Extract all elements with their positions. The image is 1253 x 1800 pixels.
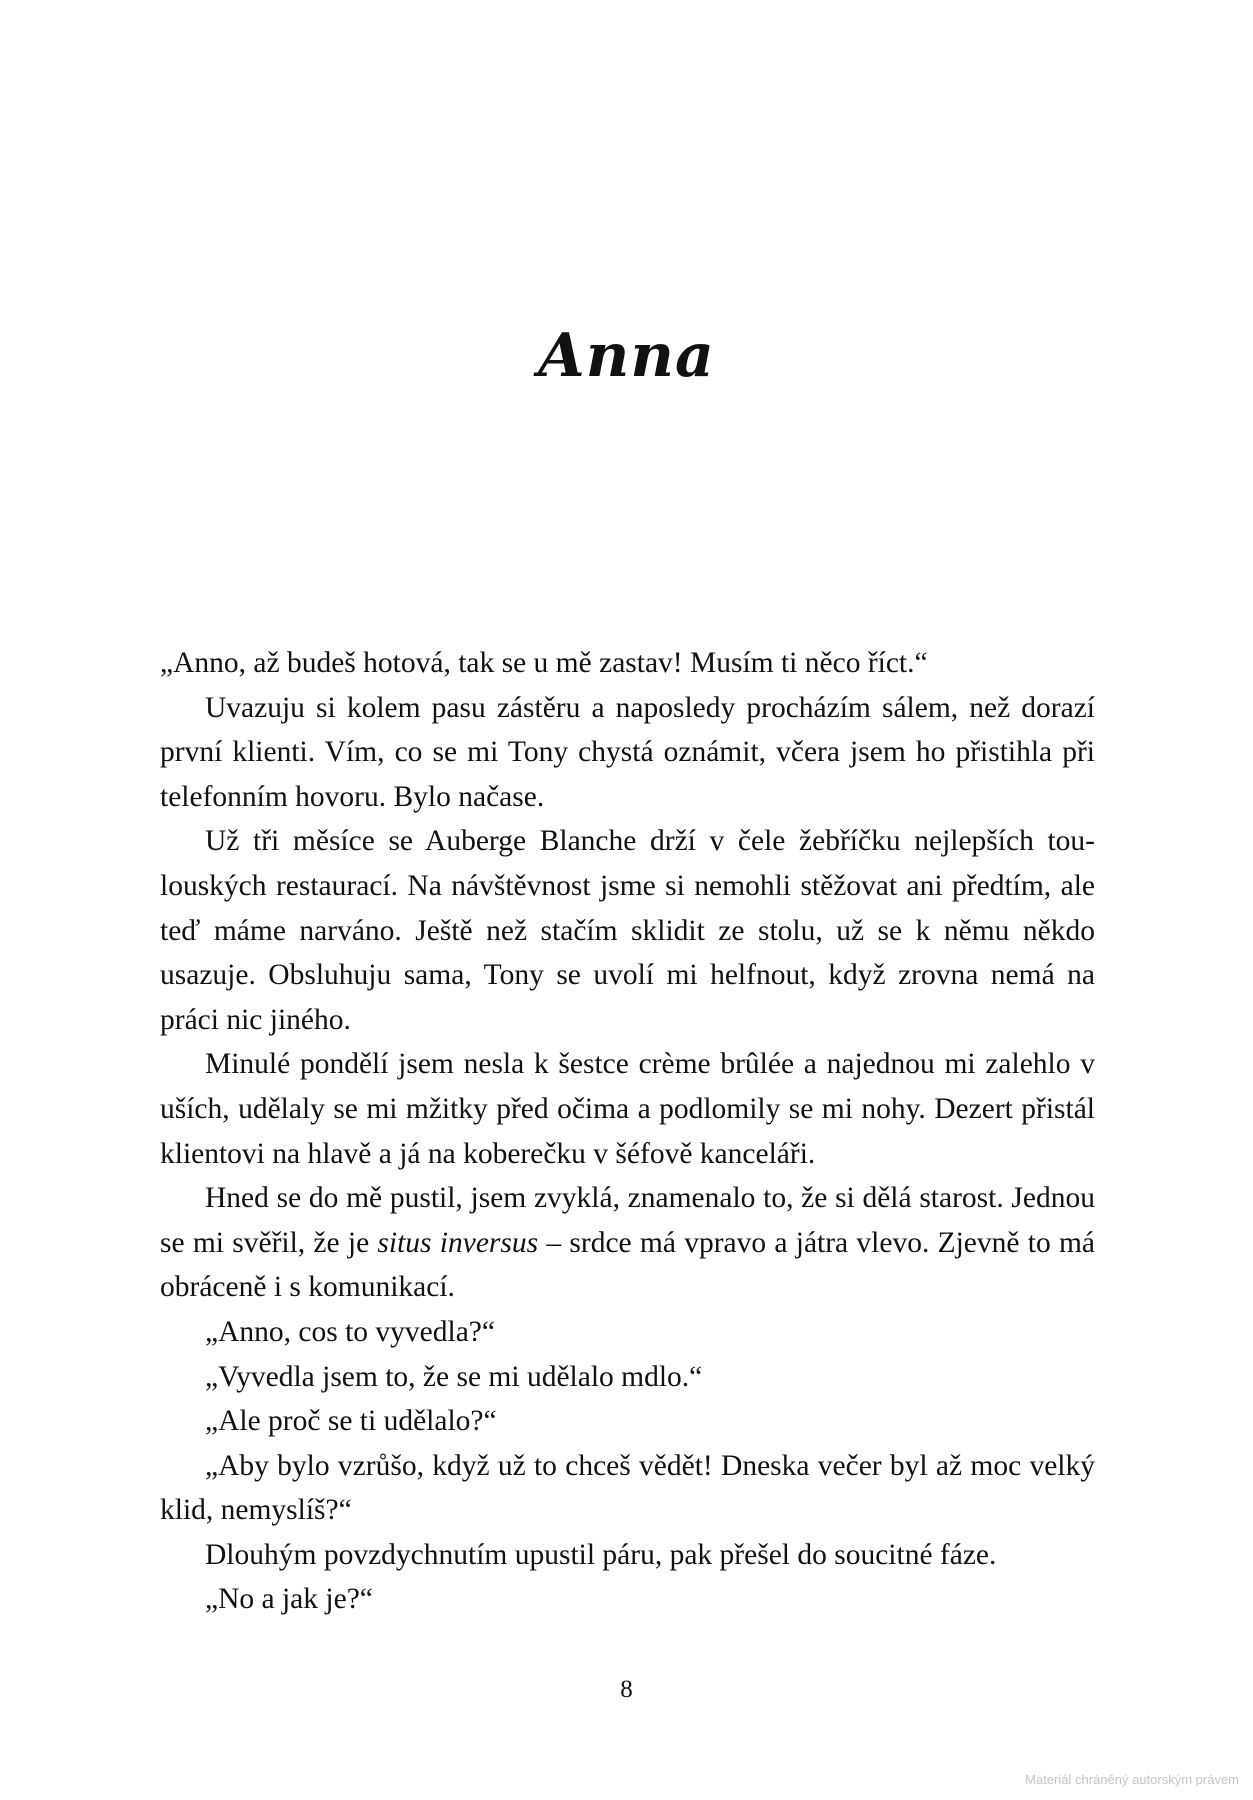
dialogue-line-5: „No a jak je?“ [205, 1583, 373, 1616]
paragraph-5-text-before: Hned se do mě pustil, jsem zvyklá, znamenalo to, že si dělá starost. Jednou se mi svěřil, že je [160, 1182, 1095, 1259]
dialogue-line-4: „Aby bylo vzrůšo, když už to chceš vědět! Dneska večer byl až moc velký klid, nemyslíš?“ [160, 1449, 1095, 1527]
dialogue-line-1: „Anno, cos to vyvedla?“ [205, 1315, 495, 1348]
chapter-title: Anna [538, 321, 715, 391]
page-number: 8 [620, 1676, 633, 1703]
paragraph-10: Dlouhým povzdychnutím upustil páru, pak přešel do soucitné fáze. [205, 1538, 997, 1571]
paragraph-2: Uvazuju si kolem pasu zástěru a naposledy procházím sálem, než dorazí první klienti. Vím, co se mi Tony chystá oznámit, včera jsem ho přistihla při telefonním hovoru. Bylo načase. [160, 691, 1095, 813]
paragraph-1: „Anno, až budeš hotová, tak se u mě zastav! Musím ti něco říct.“ [160, 647, 928, 679]
dialogue-line-2: „Vyvedla jsem to, že se mi udělalo mdlo.“ [205, 1360, 703, 1393]
copyright-watermark: Materiál chráněný autorským právem [1025, 1772, 1239, 1787]
body-text [160, 641, 1095, 1622]
paragraph-5 [160, 1176, 1095, 1310]
italic-term: situs inversus [377, 1226, 539, 1259]
paragraph-4: Minulé pondělí jsem nesla k šestce crème brûlée a najednou mi zalehlo v uších, udělaly se mi mžitky před očima a podlomily se mi nohy. Dezert přistál klientovi na hlavě a já na koberečku v šéfově kanceláři. [160, 1048, 1095, 1170]
paragraph-3: Už tři měsíce se Auberge Blanche drží v čele žebříčku nejlepších toulouských restaurací. Na návštěvnost jsme si nemohli stěžovat ani předtím, ale teď máme narváno. Ještě než stačím sklidit ze stolu, už se k němu někdo usazuje. Obsluhuju sama, Tony se uvolí mi helfnout, když zrovna nemá na práci nic jiného. [160, 825, 1095, 1036]
dialogue-line-3: „Ale proč se ti udělalo?“ [205, 1405, 497, 1438]
paragraph-5-text-after: – srdce má vpravo a játra vlevo. Zjevně to má obráceně i s komunikací. [160, 1226, 1095, 1304]
